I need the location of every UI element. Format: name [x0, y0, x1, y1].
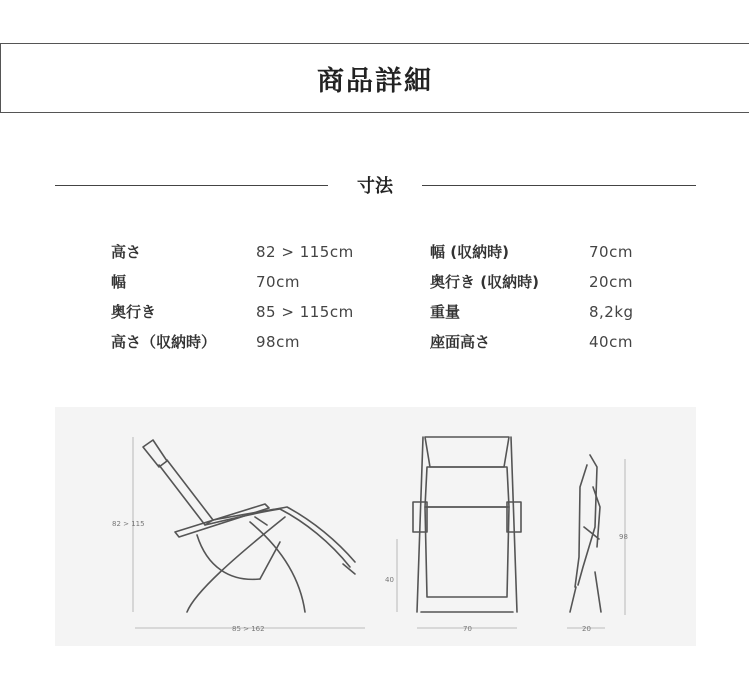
spec-label: 幅 — [111, 273, 127, 291]
side-depth-label: 85 > 162 — [232, 625, 265, 633]
seat-height-label: 40 — [385, 576, 394, 584]
spec-value: 98cm — [256, 333, 300, 351]
spec-value: 8,2kg — [589, 303, 634, 321]
spec-label: 高さ（収納時） — [111, 333, 217, 351]
spec-label: 座面高さ — [430, 333, 491, 351]
spec-value: 70cm — [589, 243, 633, 261]
spec-label: 幅 (収納時) — [430, 243, 509, 261]
side-view-chair-icon — [143, 440, 355, 612]
folded-view-chair-icon — [570, 455, 601, 612]
spec-value: 20cm — [589, 273, 633, 291]
spec-row — [0, 241, 750, 263]
spec-row — [0, 271, 750, 293]
spec-value: 70cm — [256, 273, 300, 291]
spec-label: 奥行き — [111, 303, 157, 321]
spec-label: 奥行き (収納時) — [430, 273, 539, 291]
spec-label: 高さ — [111, 243, 142, 261]
page-title: 商品詳細 — [317, 65, 433, 97]
spec-value: 40cm — [589, 333, 633, 351]
front-view-chair-icon — [413, 437, 521, 612]
spec-row — [0, 331, 750, 353]
heading-rule-left — [55, 185, 328, 186]
spec-label: 重量 — [430, 303, 461, 321]
header-banner — [0, 43, 749, 113]
chair-drawings — [55, 407, 696, 646]
folded-height-label: 98 — [619, 533, 628, 541]
section-title: 寸法 — [357, 176, 393, 197]
section-heading — [55, 172, 696, 200]
heading-rule-right — [422, 185, 696, 186]
front-width-label: 70 — [463, 625, 472, 633]
dimension-diagram — [55, 407, 696, 646]
spec-row — [0, 301, 750, 323]
folded-depth-label: 20 — [582, 625, 591, 633]
side-height-label: 82 > 115 — [112, 520, 145, 528]
spec-value: 82 > 115cm — [256, 243, 354, 261]
spec-value: 85 > 115cm — [256, 303, 354, 321]
